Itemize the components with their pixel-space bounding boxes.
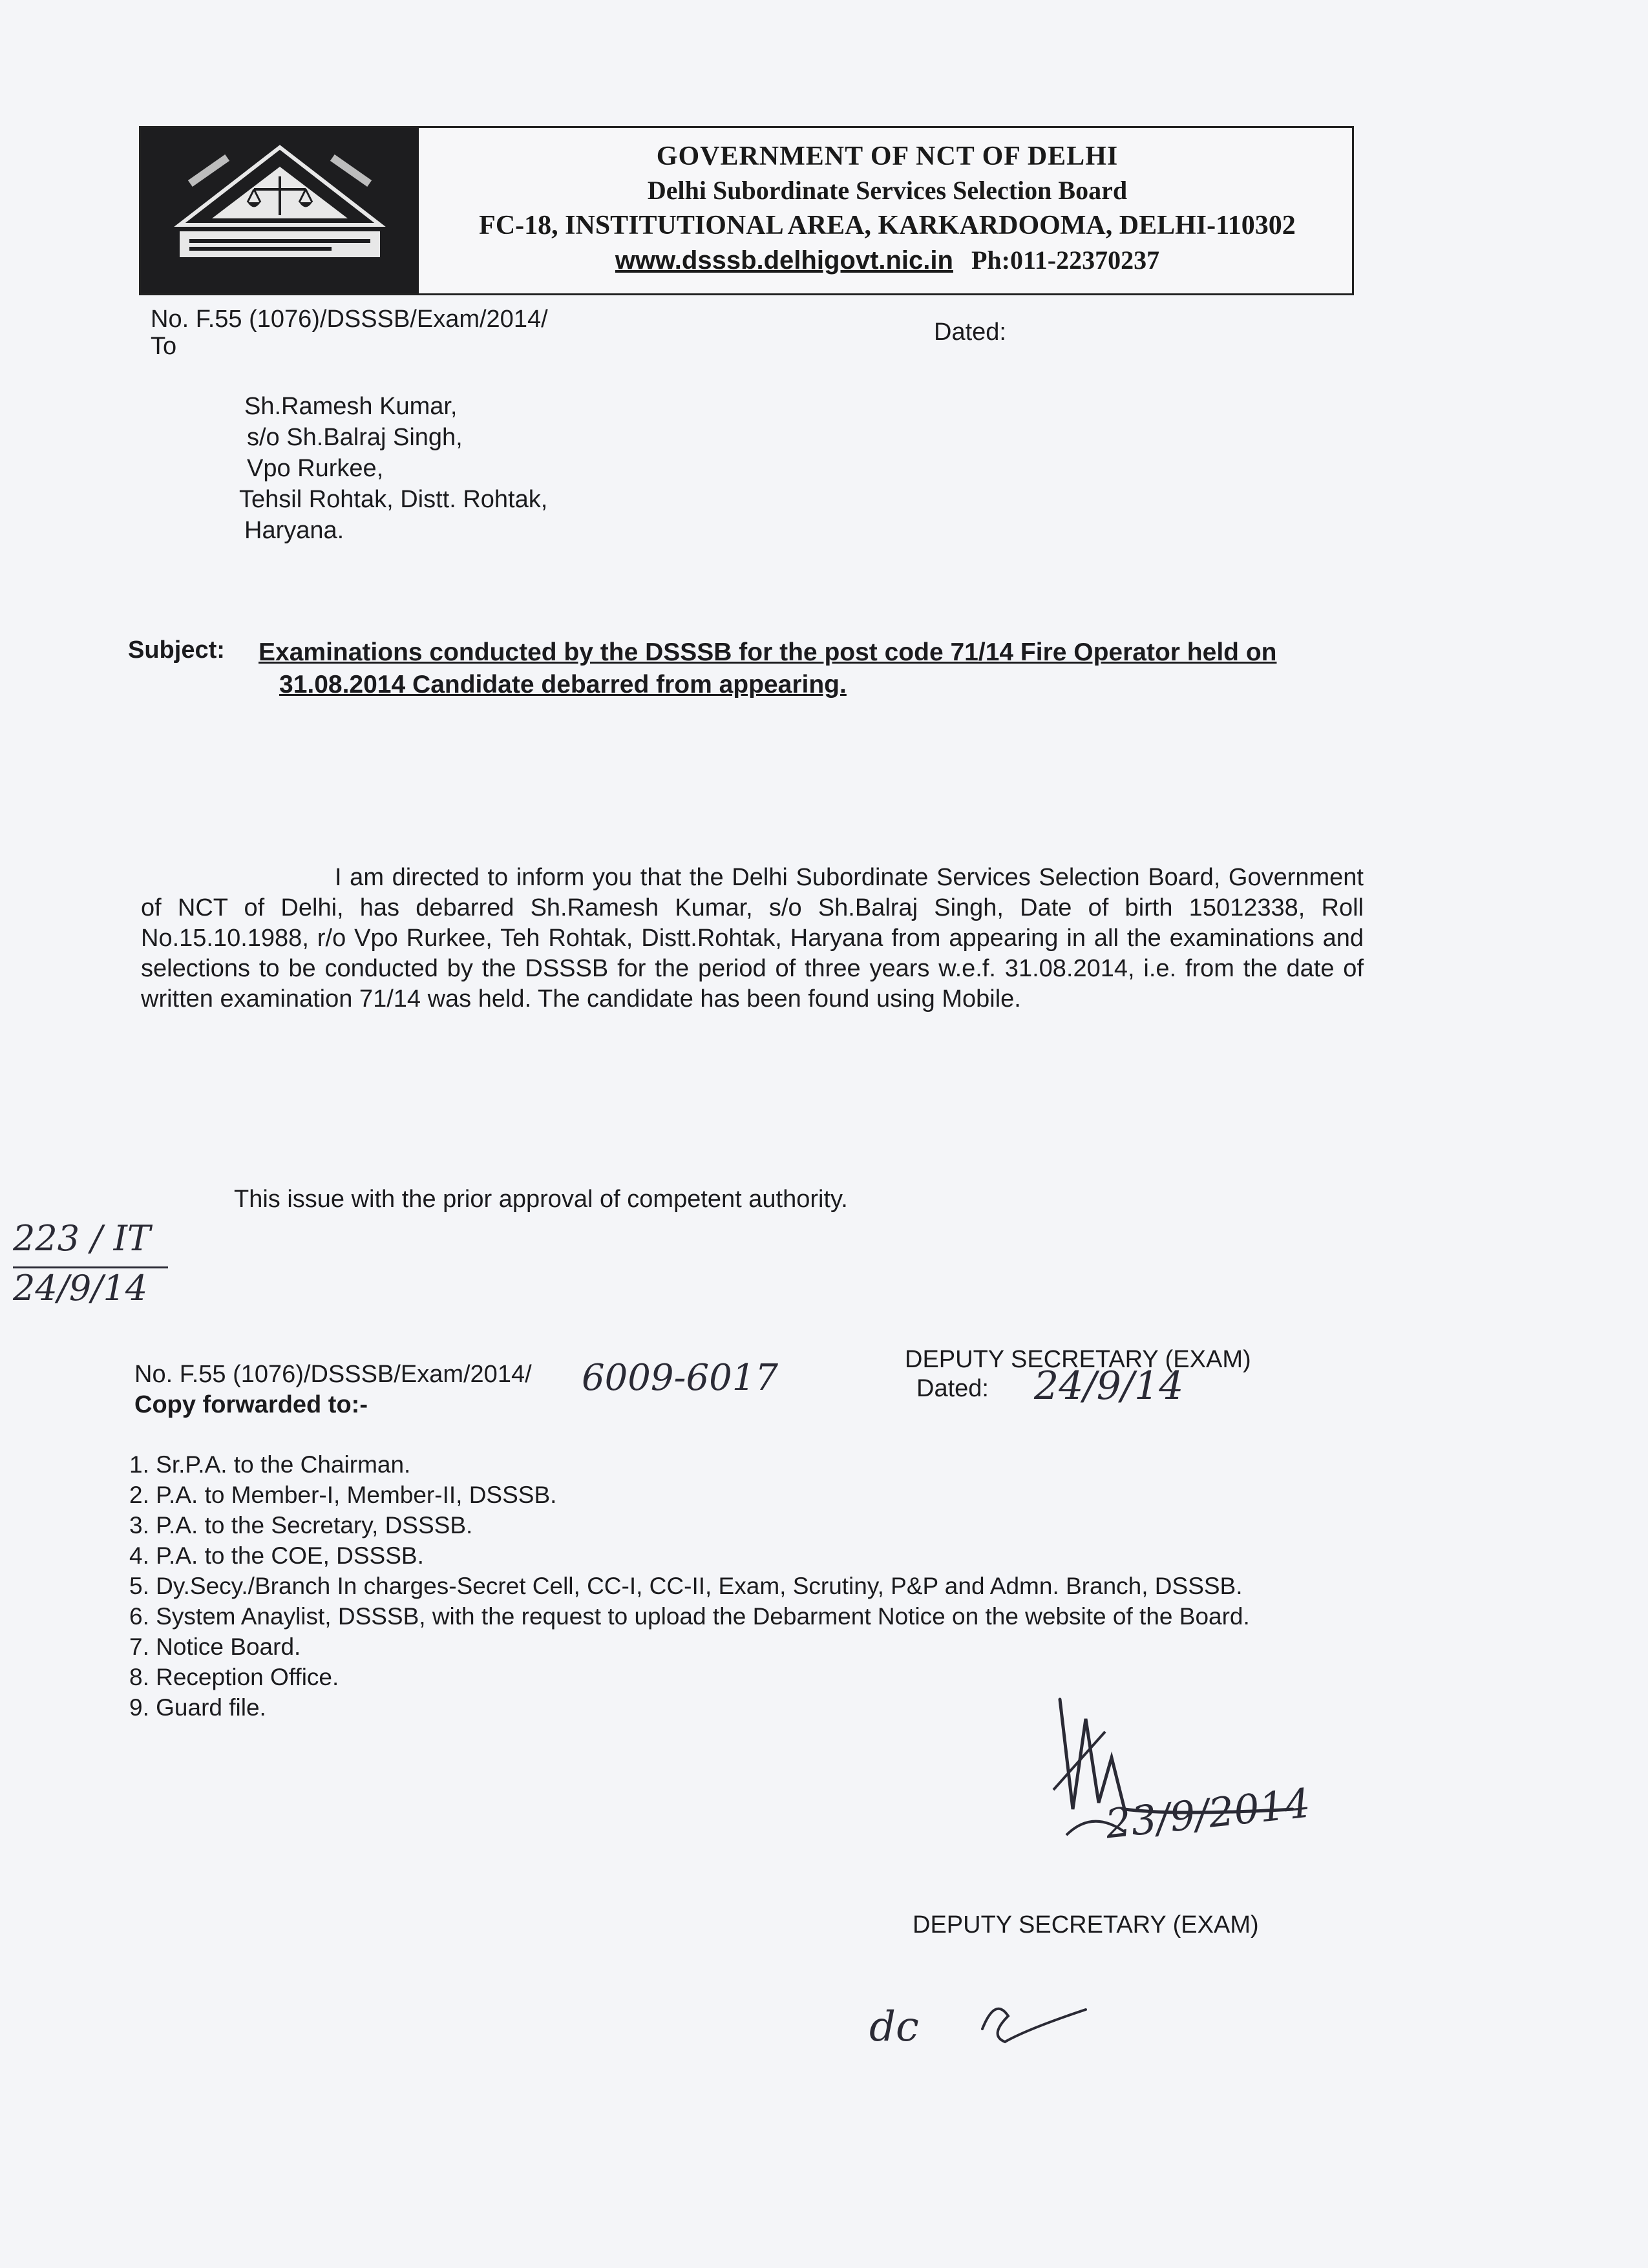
handwritten-margin-number: 223 / IT: [13, 1218, 151, 1259]
body-paragraph: [141, 863, 1364, 1014]
copy-dated-label: Dated:: [916, 1375, 989, 1402]
handwritten-sign-date: 23/9/2014: [1103, 1779, 1313, 1848]
handwritten-margin-date: 24/9/14: [13, 1268, 148, 1308]
list-item: 2. P.A. to Member-I, Member-II, DSSSB.: [129, 1482, 557, 1508]
address-line: Haryana.: [244, 517, 344, 544]
to-label: To: [151, 333, 177, 360]
dsssb-emblem: [141, 128, 419, 293]
signatory-title: DEPUTY SECRETARY (EXAM): [905, 1346, 1251, 1373]
dated-label: Dated:: [934, 319, 1006, 346]
body-text: I am directed to inform you that the Delhi Subordinate Services Selection Board, Government of NCT of Delhi, has debarred Sh.Ramesh Kumar, s/o Sh.Balraj Singh, Date of birth 15012338, Roll No.15.10.1988, r/o Vpo Rurkee, Teh Rohtak, Distt.Rohtak, Haryana from appearing in all the examinations and selections to be conducted by the DSSSB for the period of three years w.e.f. 31.08.2014, i.e. from the date of written examination 71/14 was held. The candidate has been found using Mobile.: [141, 864, 1364, 1013]
list-item: 6. System Anaylist, DSSSB, with the request to upload the Debarment Notice on the website of the Board.: [129, 1603, 1250, 1630]
list-item: 5. Dy.Secy./Branch In charges-Secret Cell, CC-I, CC-II, Exam, Scrutiny, P&P and Admn. Branch, DSSSB.: [129, 1573, 1243, 1599]
letterhead: [139, 126, 1354, 295]
list-item: 8. Reception Office.: [129, 1664, 339, 1690]
address-line: Vpo Rurkee,: [247, 455, 384, 482]
copy-forwarded-heading: Copy forwarded to:-: [134, 1391, 368, 1418]
list-item: 1. Sr.P.A. to the Chairman.: [129, 1451, 411, 1478]
address-line: Sh.Ramesh Kumar,: [244, 393, 458, 420]
phone-number: Ph:011-22370237: [971, 246, 1160, 275]
file-number: No. F.55 (1076)/DSSSB/Exam/2014/: [151, 306, 548, 333]
website-link[interactable]: www.dsssb.delhigovt.nic.in: [615, 246, 953, 275]
board-name: Delhi Subordinate Services Selection Board: [647, 176, 1128, 205]
handwritten-copy-date: 24/9/14: [1034, 1363, 1184, 1409]
list-item: 4. P.A. to the COE, DSSSB.: [129, 1542, 424, 1569]
address-line: s/o Sh.Balraj Singh,: [247, 424, 463, 451]
subject-line-1: Examinations conducted by the DSSSB for the post code 71/14 Fire Operator held on: [259, 638, 1277, 666]
board-address: FC-18, INSTITUTIONAL AREA, KARKARDOOMA, DELHI-110302: [479, 211, 1296, 240]
copy-file-number: No. F.55 (1076)/DSSSB/Exam/2014/: [134, 1361, 532, 1388]
letterhead-text: [425, 140, 1349, 278]
approval-note: This issue with the prior approval of competent authority.: [234, 1186, 848, 1213]
government-name: GOVERNMENT OF NCT OF DELHI: [656, 142, 1119, 171]
list-item: 9. Guard file.: [129, 1694, 266, 1721]
recipient-address: [239, 391, 547, 546]
signatory-title-bottom: DEPUTY SECRETARY (EXAM): [913, 1911, 1259, 1938]
subject-label: Subject:: [128, 636, 225, 664]
list-item: 7. Notice Board.: [129, 1633, 301, 1660]
list-item: 3. P.A. to the Secretary, DSSSB.: [129, 1512, 473, 1538]
address-line: Tehsil Rohtak, Distt. Rohtak,: [239, 486, 548, 513]
handwritten-dispatch-number: 6009-6017: [582, 1357, 778, 1399]
contact-line: [425, 243, 1349, 278]
subject-line-2: 31.08.2014 Candidate debarred from appearing.: [279, 671, 847, 698]
handwritten-initials: dc: [869, 2003, 919, 2051]
subject-text: [259, 636, 1370, 701]
